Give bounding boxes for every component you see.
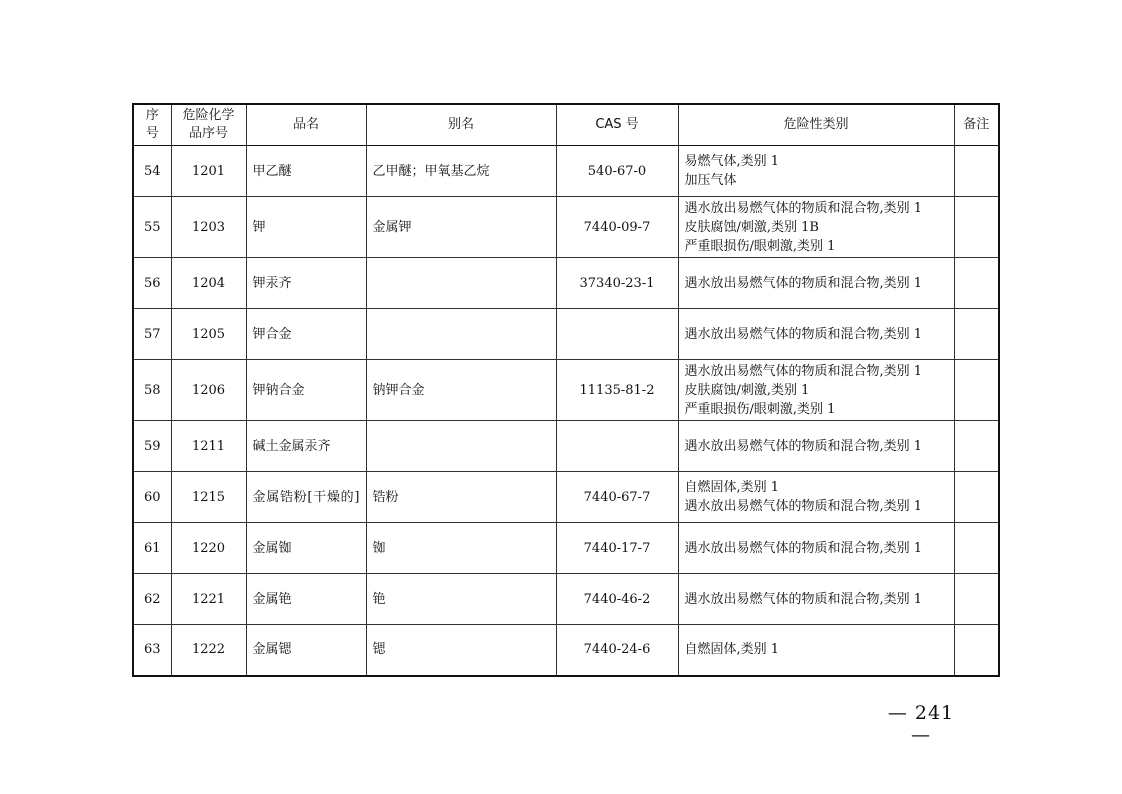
cell-remark (954, 146, 999, 197)
cell-alias: 钠钾合金 (366, 360, 556, 421)
cell-alias: 乙甲醚；甲氧基乙烷 (366, 146, 556, 197)
table-row (133, 309, 999, 360)
cell-remark (954, 309, 999, 360)
cell-remark (954, 421, 999, 472)
cell-hazard (678, 625, 954, 676)
cell-seq: 57 (133, 309, 171, 360)
cell-alias (366, 309, 556, 360)
cell-hazard (678, 197, 954, 258)
cell-alias: 锶 (366, 625, 556, 676)
header-dangerous-no: 危险化学品序号 (171, 104, 246, 146)
cell-hazard (678, 360, 954, 421)
table-row (133, 625, 999, 676)
hazardous-chemicals-table (132, 103, 1000, 677)
table-row (133, 574, 999, 625)
cell-name: 金属铯 (246, 574, 366, 625)
cell-dangerous-no: 1201 (171, 146, 246, 197)
cell-cas (556, 309, 678, 360)
table-row (133, 197, 999, 258)
cell-name: 钾 (246, 197, 366, 258)
cell-seq: 58 (133, 360, 171, 421)
cell-remark (954, 258, 999, 309)
cell-seq: 59 (133, 421, 171, 472)
cell-dangerous-no: 1205 (171, 309, 246, 360)
cell-seq: 61 (133, 523, 171, 574)
cell-cas: 11135-81-2 (556, 360, 678, 421)
cell-dangerous-no: 1215 (171, 472, 246, 523)
cell-hazard (678, 146, 954, 197)
table-row (133, 146, 999, 197)
table-row (133, 523, 999, 574)
hazard-line: 遇水放出易燃气体的物质和混合物,类别 1 (684, 326, 923, 342)
cell-dangerous-no: 1222 (171, 625, 246, 676)
hazard-line: 遇水放出易燃气体的物质和混合物,类别 1 (684, 438, 923, 454)
hazard-line: 遇水放出易燃气体的物质和混合物,类别 1 (684, 363, 923, 379)
cell-dangerous-no: 1206 (171, 360, 246, 421)
cell-remark (954, 472, 999, 523)
cell-seq: 56 (133, 258, 171, 309)
cell-cas: 7440-24-6 (556, 625, 678, 676)
cell-remark (954, 625, 999, 676)
cell-seq: 55 (133, 197, 171, 258)
cell-seq: 54 (133, 146, 171, 197)
header-remark: 备注 (954, 104, 999, 146)
cell-name: 钾汞齐 (246, 258, 366, 309)
table-row (133, 258, 999, 309)
hazard-line: 严重眼损伤/眼刺激,类别 1 (684, 238, 836, 254)
cell-cas (556, 421, 678, 472)
table-body (133, 146, 999, 676)
cell-name (246, 472, 366, 523)
cell-remark (954, 523, 999, 574)
cell-name: 钾钠合金 (246, 360, 366, 421)
cell-dangerous-no: 1211 (171, 421, 246, 472)
cell-cas: 7440-46-2 (556, 574, 678, 625)
cell-name: 钾合金 (246, 309, 366, 360)
table-row (133, 421, 999, 472)
cell-alias: 锆粉 (366, 472, 556, 523)
cell-cas: 7440-17-7 (556, 523, 678, 574)
cell-name: 金属锶 (246, 625, 366, 676)
header-hazard: 危险性类别 (678, 104, 954, 146)
cell-remark (954, 197, 999, 258)
header-cas: CAS 号 (556, 104, 678, 146)
hazard-line: 严重眼损伤/眼刺激,类别 1 (684, 401, 836, 417)
hazard-line: 易燃气体,类别 1 (684, 154, 780, 169)
cell-alias (366, 421, 556, 472)
cell-hazard (678, 421, 954, 472)
cell-seq: 60 (133, 472, 171, 523)
cell-dangerous-no: 1221 (171, 574, 246, 625)
hazard-line: 皮肤腐蚀/刺激,类别 1 (684, 382, 810, 398)
cell-hazard (678, 472, 954, 523)
cell-name: 甲乙醚 (246, 146, 366, 197)
cell-cas: 7440-09-7 (556, 197, 678, 258)
cell-remark (954, 360, 999, 421)
hazard-line: 遇水放出易燃气体的物质和混合物,类别 1 (684, 499, 923, 514)
cell-hazard (678, 523, 954, 574)
cell-hazard (678, 258, 954, 309)
cell-seq: 62 (133, 574, 171, 625)
cell-alias: 金属钾 (366, 197, 556, 258)
hazard-line: 遇水放出易燃气体的物质和混合物,类别 1 (684, 275, 923, 291)
hazard-line: 遇水放出易燃气体的物质和混合物,类别 1 (684, 540, 923, 556)
cell-cas: 540-67-0 (556, 146, 678, 197)
header-name: 品名 (246, 104, 366, 146)
cell-cas: 37340-23-1 (556, 258, 678, 309)
table-row (133, 472, 999, 523)
cell-seq: 63 (133, 625, 171, 676)
cell-hazard (678, 574, 954, 625)
table-header-row (133, 104, 999, 146)
cell-remark (954, 574, 999, 625)
hazard-line: 自燃固体,类别 1 (684, 480, 780, 495)
hazard-line: 皮肤腐蚀/刺激,类别 1B (684, 219, 819, 235)
cell-dangerous-no: 1220 (171, 523, 246, 574)
cell-name-text: 金属锆粉[干燥的] (252, 489, 360, 505)
hazard-line: 自燃固体,类别 1 (684, 642, 780, 658)
hazard-line: 加压气体 (684, 173, 737, 188)
cell-alias: 铷 (366, 523, 556, 574)
header-seq: 序号 (133, 104, 171, 146)
cell-hazard (678, 309, 954, 360)
cell-name: 碱土金属汞齐 (246, 421, 366, 472)
cell-alias: 铯 (366, 574, 556, 625)
cell-dangerous-no: 1204 (171, 258, 246, 309)
cell-name: 金属铷 (246, 523, 366, 574)
cell-alias (366, 258, 556, 309)
hazard-line: 遇水放出易燃气体的物质和混合物,类别 1 (684, 591, 923, 607)
table-row (133, 360, 999, 421)
hazard-line: 遇水放出易燃气体的物质和混合物,类别 1 (684, 200, 923, 216)
page-number: — 241 — (887, 702, 955, 746)
cell-dangerous-no: 1203 (171, 197, 246, 258)
header-alias: 别名 (366, 104, 556, 146)
cell-cas: 7440-67-7 (556, 472, 678, 523)
